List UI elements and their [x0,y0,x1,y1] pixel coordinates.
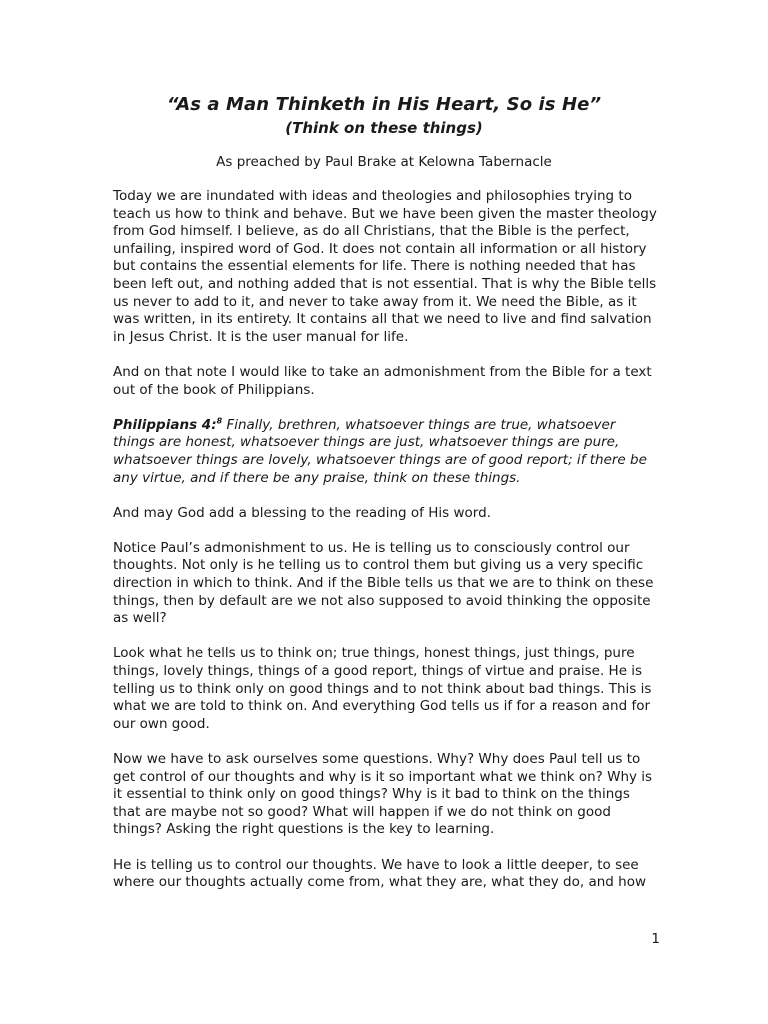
paragraph: Today we are inundated with ideas and theologies and philosophies trying to teach us how to think and behave. But we have been given the master theology from God himself. I believe, as do all Christians, that the Bible is the perfect, unfailing, inspired word of God. It does not contain all information or all history but contains the essential elements for life. There is nothing needed that has been left out, and nothing added that is not essential. That is why the Bible tells us never to add to it, and never to take away from it. We need the Bible, as it was written, in its entirety. It contains all that we need to live and find salvation in Jesus Christ. It is the user manual for life. [113,188,657,345]
verse-text: Finally, brethren, whatsoever things are true, whatsoever things are honest, whatsoever things are just, whatsoever things are pure, whatsoever things are lovely, whatsoever things are of good report; if there be any virtue, and if there be any praise, think on these things. [113,416,647,486]
document-byline: As preached by Paul Brake at Kelowna Tabernacle [216,154,552,170]
scripture-quote [113,417,658,487]
page-number: 1 [651,931,660,947]
document-body [113,188,658,909]
paragraph: Notice Paul’s admonishment to us. He is telling us to consciously control our thoughts. Not only is he telling us to control them but giving us a very specific direction in which to think. And if the Bible tells us that we are to think on these things, then by default are we not also supposed to avoid thinking the opposite as well? [113,539,654,627]
document-title: “As a Man Thinketh in His Heart, So is He” [166,94,602,115]
paragraph: And on that note I would like to take an admonishment from the Bible for a text out of the book of Philippians. [113,363,652,398]
verse-reference: Philippians 4: [113,416,217,433]
paragraph: And may God add a blessing to the reading of His word. [113,504,491,521]
paragraph: Now we have to ask ourselves some questions. Why? Why does Paul tell us to get control of our thoughts and why is it so important what we think on? Why is it essential to think only on good things? Why is it bad to think on the things that are maybe not so good? What will happen if we do not think on good things? Asking the right questions is the key to learning. [113,751,653,838]
document-subtitle: (Think on these things) [285,119,483,137]
paragraph: He is telling us to control our thoughts. We have to look a little deeper, to see where our thoughts actually come from, what they are, what they do, and how [113,856,646,891]
verse-number: 8 [216,416,223,426]
paragraph: Look what he tells us to think on; true things, honest things, just things, pure things, lovely things, things of a good report, things of virtue and praise. He is telling us to think only on good things and to not think about bad things. This is what we are told to think on. And everything God tells us if for a reason and for our own good. [113,645,652,732]
